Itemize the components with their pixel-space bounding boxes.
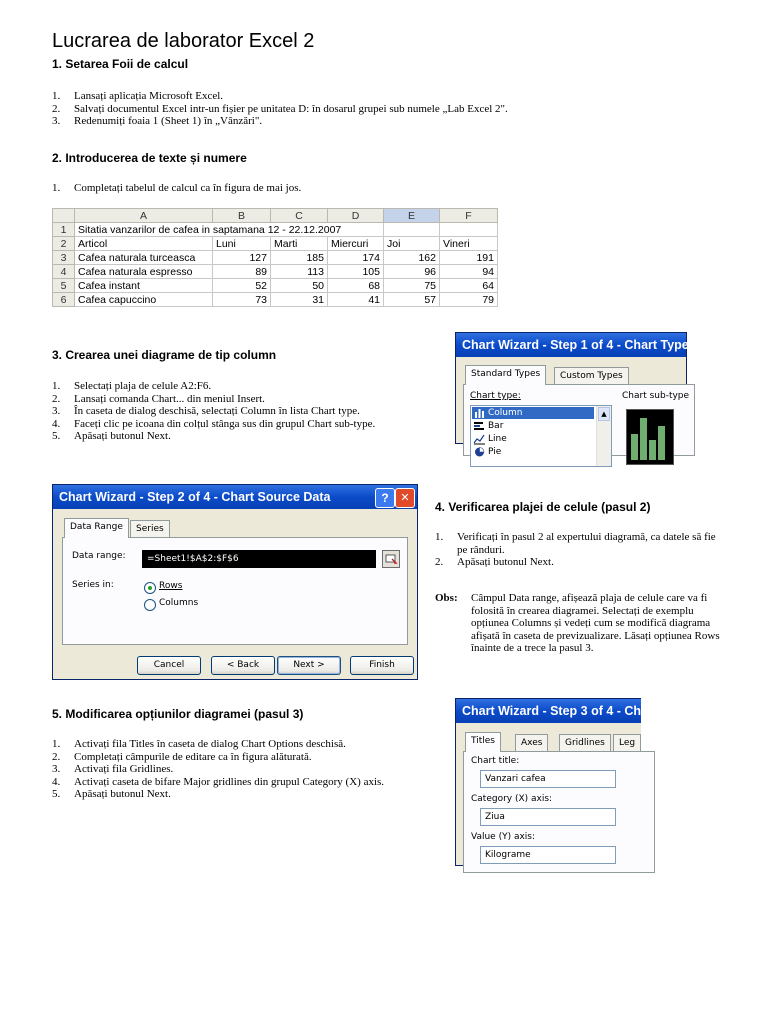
section-5-steps xyxy=(52,738,452,801)
value-axis-input[interactable]: Kilograme xyxy=(480,846,616,864)
list-item: 2. Lansați comanda Chart... din meniul Insert. xyxy=(52,392,265,405)
section-1-heading: 1. Setarea Foii de calcul xyxy=(52,57,189,71)
category-axis-label: Category (X) axis: xyxy=(471,794,553,804)
list-item: 2. Salvați documentul Excel intr-un fișier pe unitatea D: în dosarul grupei sub numele „Lab Excel 2". xyxy=(52,102,508,115)
category-axis-input[interactable]: Ziua xyxy=(480,808,616,826)
column-header[interactable]: A xyxy=(75,209,213,223)
dialog-title: Chart Wizard - Step 1 of 4 - Chart Type xyxy=(456,333,686,357)
table-row xyxy=(53,279,498,293)
chart-wizard-step2-dialog xyxy=(52,484,418,680)
list-item: 5. Apăsați butonul Next. xyxy=(52,788,171,800)
tab-custom-types[interactable]: Custom Types xyxy=(554,367,629,385)
column-header[interactable]: B xyxy=(213,209,271,223)
list-item: 5. Apăsați butonul Next. xyxy=(52,430,171,442)
table-cell[interactable]: 75 xyxy=(384,279,440,293)
spreadsheet-table xyxy=(52,208,498,307)
table-cell[interactable]: Miercuri xyxy=(328,237,384,251)
table-cell[interactable]: Vineri xyxy=(440,237,498,251)
table-row xyxy=(53,293,498,307)
table-row xyxy=(53,265,498,279)
table-cell[interactable]: 174 xyxy=(328,251,384,265)
table-cell[interactable]: 105 xyxy=(328,265,384,279)
table-row xyxy=(53,237,498,251)
section-5-heading: 5. Modificarea opțiunilor diagramei (pasul 3) xyxy=(52,707,304,721)
table-cell[interactable]: Articol xyxy=(75,237,213,251)
row-header[interactable]: 3 xyxy=(53,251,75,265)
table-cell[interactable]: Luni xyxy=(213,237,271,251)
table-cell[interactable]: 191 xyxy=(440,251,498,265)
section-1-steps xyxy=(52,90,652,128)
table-cell[interactable]: Cafea naturala turceasca xyxy=(75,251,213,265)
table-cell[interactable]: 79 xyxy=(440,293,498,307)
list-item: 1. Verificați în pasul 2 al expertului diagramă, ca datele să fie pe rânduri. xyxy=(435,531,716,556)
list-item: 4. Activați caseta de bifare Major gridlines din grupul Category (X) axis. xyxy=(52,775,385,788)
table-cell[interactable]: 73 xyxy=(213,293,271,307)
list-item: 3. Activați fila Gridlines. xyxy=(52,763,174,775)
table-cell[interactable]: 185 xyxy=(271,251,328,265)
columns-radio-label[interactable]: Columns xyxy=(159,598,199,608)
row-header[interactable]: 5 xyxy=(53,279,75,293)
data-range-label: Data range: xyxy=(72,551,126,561)
finish-button[interactable]: Finish xyxy=(350,656,414,675)
table-cell[interactable]: 96 xyxy=(384,265,440,279)
select-all-corner[interactable] xyxy=(53,209,75,223)
list-scrollbar[interactable] xyxy=(596,406,611,466)
tab-gridlines[interactable]: Gridlines xyxy=(559,734,611,752)
clustered-column-preview-icon xyxy=(627,410,673,464)
table-cell[interactable]: 57 xyxy=(384,293,440,307)
scroll-up-arrow-icon[interactable]: ▲ xyxy=(598,407,610,421)
section-2-heading: 2. Introducerea de texte și numere xyxy=(52,151,247,165)
table-cell[interactable]: 162 xyxy=(384,251,440,265)
table-cell[interactable] xyxy=(384,223,440,237)
list-item-column[interactable]: Column xyxy=(472,407,594,419)
table-cell[interactable]: Cafea instant xyxy=(75,279,213,293)
section-2-steps xyxy=(52,182,652,195)
chart-title-label: Chart title: xyxy=(471,756,520,766)
list-item: 2. Completați câmpurile de editare ca în figura alăturată. xyxy=(52,750,312,763)
rows-radio[interactable] xyxy=(144,582,156,594)
cancel-button[interactable]: Cancel xyxy=(137,656,201,675)
list-item: 4. Faceți clic pe icoana din colțul stânga sus din grupul Chart sub-type. xyxy=(52,417,376,430)
table-cell[interactable]: 127 xyxy=(213,251,271,265)
list-item: 1. Lansați aplicația Microsoft Excel. xyxy=(52,90,224,102)
next-button[interactable]: Next > xyxy=(277,656,341,675)
list-item: 3. În caseta de dialog deschisă, selectați Column în lista Chart type. xyxy=(52,405,360,417)
table-cell[interactable]: 41 xyxy=(328,293,384,307)
table-cell[interactable]: Cafea capuccino xyxy=(75,293,213,307)
series-in-label: Series in: xyxy=(72,580,114,590)
bar-chart-icon xyxy=(474,421,485,431)
subtype-preview-selected[interactable] xyxy=(626,409,674,465)
obs-text: Câmpul Data range, afișează plaja de celule care va fi folosită în crearea diagramei. Selectați de exemplu opțiunea Columns și vedeți cum se modifică diagrama afișată în caseta de previzualizare. Lăsați opțiunea Rows înainte de a trece la pasul 3. xyxy=(471,592,720,654)
column-header[interactable]: C xyxy=(271,209,328,223)
dialog-title: Chart Wizard - Step 3 of 4 - Ch xyxy=(456,699,641,723)
row-header[interactable]: 6 xyxy=(53,293,75,307)
table-cell[interactable] xyxy=(440,223,498,237)
close-button[interactable]: ✕ xyxy=(395,488,415,508)
list-item-line[interactable]: Line xyxy=(472,433,507,445)
line-chart-icon xyxy=(474,434,485,444)
table-cell[interactable]: 64 xyxy=(440,279,498,293)
table-cell[interactable]: Joi xyxy=(384,237,440,251)
table-cell[interactable]: 113 xyxy=(271,265,328,279)
chart-wizard-step3-dialog xyxy=(455,698,641,866)
table-cell[interactable]: 50 xyxy=(271,279,328,293)
chart-type-list[interactable] xyxy=(470,405,612,467)
rows-radio-label[interactable]: Rows xyxy=(159,581,183,591)
table-cell[interactable]: Marti xyxy=(271,237,328,251)
column-header[interactable]: E xyxy=(384,209,440,223)
table-row xyxy=(53,251,498,265)
row-header[interactable]: 2 xyxy=(53,237,75,251)
value-axis-label: Value (Y) axis: xyxy=(471,832,536,842)
table-row xyxy=(53,223,498,237)
chart-subtype-label: Chart sub-type xyxy=(622,391,690,401)
table-cell[interactable]: 52 xyxy=(213,279,271,293)
tab-panel xyxy=(463,384,695,456)
help-button[interactable]: ? xyxy=(375,488,395,508)
tab-standard-types[interactable]: Standard Types xyxy=(465,365,546,385)
chart-type-label: Chart type: xyxy=(470,391,521,401)
table-cell[interactable]: 31 xyxy=(271,293,328,307)
tab-panel xyxy=(62,537,408,645)
data-range-input[interactable]: =Sheet1!$A$2:$F$6 xyxy=(142,550,376,568)
list-item: 1. Selectați plaja de celule A2:F6. xyxy=(52,380,212,392)
section-3-heading: 3. Crearea unei diagrame de tip column xyxy=(52,348,277,362)
tab-panel xyxy=(463,751,655,873)
column-header[interactable]: D xyxy=(328,209,384,223)
chart-wizard-step1-dialog xyxy=(455,332,690,457)
table-cell[interactable]: Sitatia vanzarilor de cafea in saptamana 12 - 22.12.2007 xyxy=(75,223,384,237)
column-header-row xyxy=(53,209,498,223)
list-item-bar[interactable]: Bar xyxy=(472,420,503,432)
back-button[interactable]: < Back xyxy=(211,656,275,675)
tab-titles[interactable]: Titles xyxy=(465,732,501,752)
list-item: 2. Apăsați butonul Next. xyxy=(435,556,554,568)
column-chart-icon xyxy=(474,408,485,418)
document-title: Lucrarea de laborator Excel 2 xyxy=(52,30,315,52)
table-cell[interactable]: 89 xyxy=(213,265,271,279)
pie-chart-icon xyxy=(474,447,485,457)
list-item: 1. Completați tabelul de calcul ca în figura de mai jos. xyxy=(52,182,302,194)
list-item: 3. Redenumiți foaia 1 (Sheet 1) în „Vânzări". xyxy=(52,115,263,127)
row-header[interactable]: 4 xyxy=(53,265,75,279)
tab-series[interactable]: Series xyxy=(130,520,170,538)
table-cell[interactable]: 94 xyxy=(440,265,498,279)
list-item: 1. Activați fila Titles în caseta de dialog Chart Options deschisă. xyxy=(52,738,346,750)
dialog-title: Chart Wizard - Step 2 of 4 - Chart Source Data xyxy=(53,485,417,509)
section-4-steps xyxy=(435,531,725,569)
row-header[interactable]: 1 xyxy=(53,223,75,237)
obs-label: Obs: xyxy=(435,592,458,604)
section-4-heading: 4. Verificarea plajei de celule (pasul 2) xyxy=(435,500,651,514)
column-header[interactable]: F xyxy=(440,209,498,223)
tab-data-range[interactable]: Data Range xyxy=(64,518,129,538)
chart-title-input[interactable]: Vanzari cafea xyxy=(480,770,616,788)
tab-legend[interactable]: Leg xyxy=(613,734,641,752)
section-3-steps xyxy=(52,380,452,443)
columns-radio[interactable] xyxy=(144,599,156,611)
collapse-dialog-icon[interactable] xyxy=(382,550,400,568)
table-cell[interactable]: Cafea naturala espresso xyxy=(75,265,213,279)
table-cell[interactable]: 68 xyxy=(328,279,384,293)
list-item-pie[interactable]: Pie xyxy=(472,446,501,458)
tab-axes[interactable]: Axes xyxy=(515,734,548,752)
